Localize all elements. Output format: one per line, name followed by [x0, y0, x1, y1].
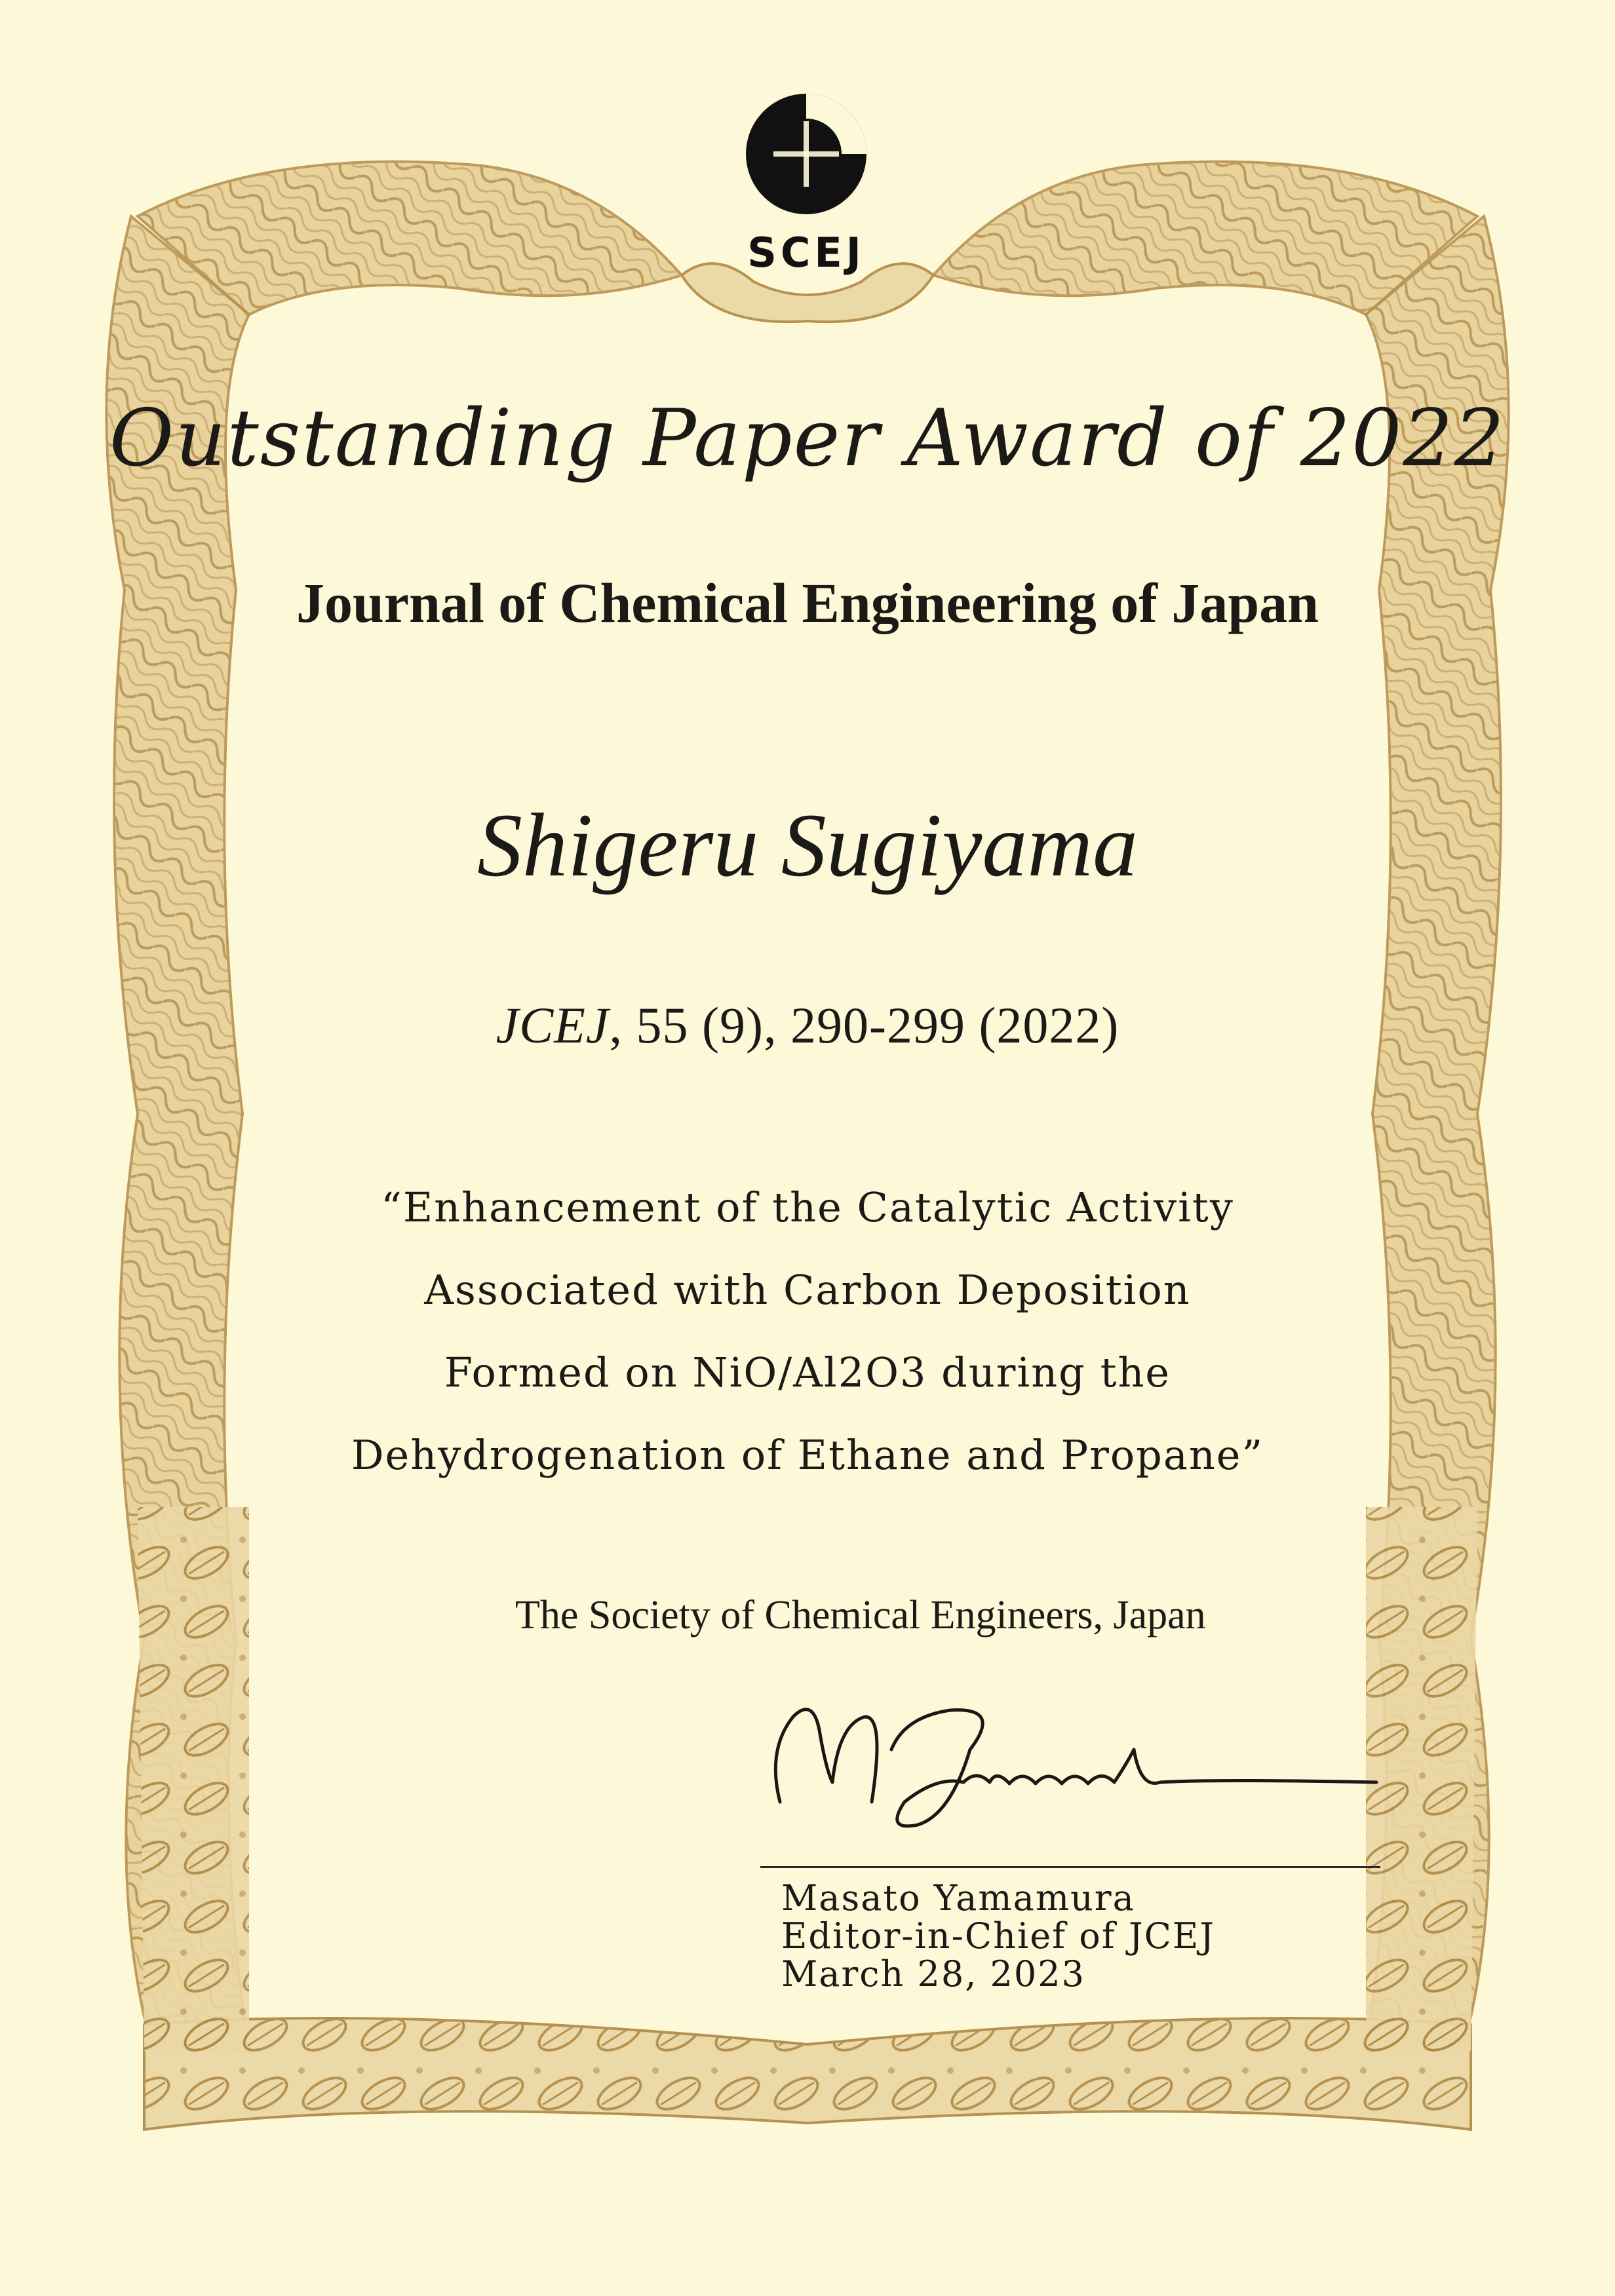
paper-title-line: Formed on NiO/Al2O3 during the: [444, 1349, 1171, 1396]
citation: [0, 996, 1615, 1055]
logo-text: SCEJ: [747, 229, 865, 277]
paper-title-line: Dehydrogenation of Ethane and Propane”: [351, 1431, 1264, 1479]
signature-line: [760, 1866, 1380, 1868]
award-title: Outstanding Paper Award of 2022: [109, 393, 1506, 484]
paper-title-line: “Enhancement of the Catalytic Activity: [381, 1183, 1234, 1231]
signature: [754, 1671, 1396, 1841]
signer-title: Editor-in-Chief of JCEJ: [781, 1915, 1215, 1957]
citation-details: , 55 (9), 290-299 (2022): [609, 997, 1119, 1054]
certificate-date: March 28, 2023: [781, 1953, 1085, 1995]
paper-title: [0, 1166, 1615, 1497]
issuer-name: The Society of Chemical Engineers, Japan: [515, 1593, 1206, 1637]
paper-title-line: Associated with Carbon Deposition: [424, 1266, 1191, 1314]
scej-logo-icon: [708, 82, 905, 278]
journal-name: Journal of Chemical Engineering of Japan: [296, 571, 1319, 634]
recipient-name: Shigeru Sugiyama: [477, 795, 1138, 895]
signer-name: Masato Yamamura: [781, 1877, 1135, 1919]
citation-journal: JCEJ: [496, 997, 610, 1054]
signer-block: [781, 1879, 1215, 1993]
